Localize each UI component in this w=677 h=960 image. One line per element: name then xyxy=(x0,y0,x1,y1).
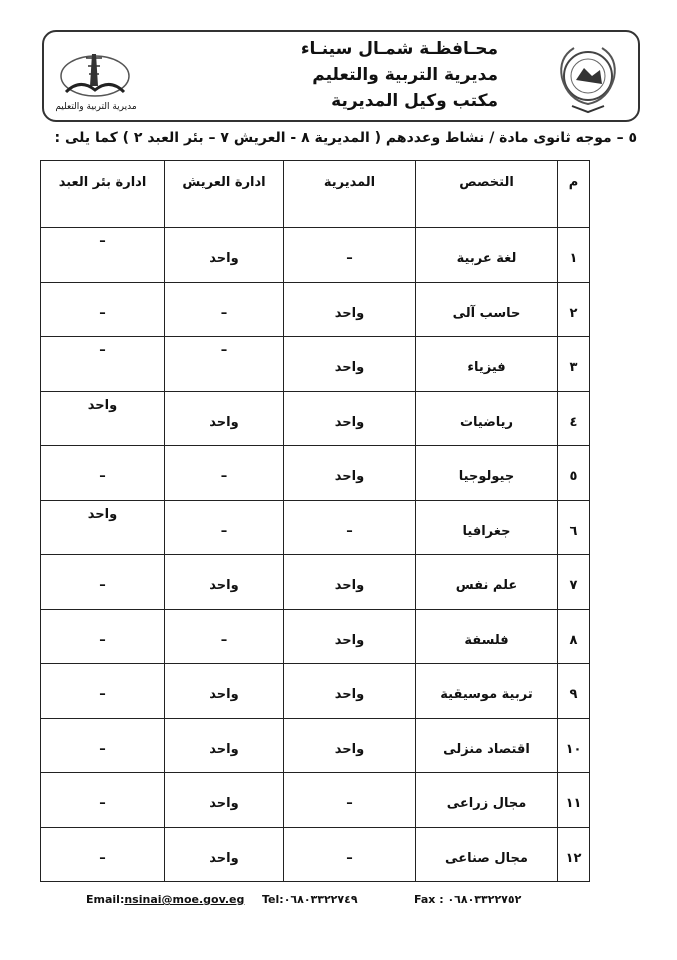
row-bir-count: – xyxy=(41,827,165,882)
row-index: ٥ xyxy=(558,446,590,501)
row-directorate-count: – xyxy=(284,228,416,283)
row-arish-count: واحد xyxy=(165,773,284,828)
row-bir-count: – xyxy=(41,664,165,719)
row-arish-count: – xyxy=(165,282,284,337)
row-index: ٧ xyxy=(558,555,590,610)
row-index: ١ xyxy=(558,228,590,283)
row-arish-count: واحد xyxy=(165,391,284,446)
email-link[interactable]: nsinai@moe.gov.eg xyxy=(124,893,245,906)
row-index: ٣ xyxy=(558,337,590,392)
row-bir-count: واحد xyxy=(41,500,165,555)
row-index: ١٢ xyxy=(558,827,590,882)
row-specialty: مجال صناعى xyxy=(416,827,558,882)
row-bir-count: – xyxy=(41,718,165,773)
col-header-arish: ادارة العريش xyxy=(165,161,284,228)
row-arish-count: – xyxy=(165,337,284,392)
table-row xyxy=(41,446,590,501)
table-header-row xyxy=(41,161,590,228)
row-arish-count: واحد xyxy=(165,827,284,882)
directorate-title: مديرية التربية والتعليم xyxy=(312,65,498,85)
table-row xyxy=(41,228,590,283)
row-directorate-count: واحد xyxy=(284,391,416,446)
office-title: مكتب وكيل المديرية xyxy=(331,91,498,111)
letterhead xyxy=(42,30,640,122)
row-arish-count: واحد xyxy=(165,228,284,283)
col-header-specialty: التخصص xyxy=(416,161,558,228)
row-arish-count: – xyxy=(165,609,284,664)
table-row xyxy=(41,337,590,392)
row-directorate-count: واحد xyxy=(284,282,416,337)
row-specialty: رياضيات xyxy=(416,391,558,446)
row-specialty: لغة عربية xyxy=(416,228,558,283)
row-arish-count: واحد xyxy=(165,555,284,610)
row-bir-count: – xyxy=(41,446,165,501)
logo-caption: مديرية التربية والتعليم xyxy=(55,102,137,112)
row-bir-count: واحد xyxy=(41,391,165,446)
table-row xyxy=(41,500,590,555)
table-row xyxy=(41,282,590,337)
row-index: ٨ xyxy=(558,609,590,664)
governorate-emblem-icon xyxy=(548,38,628,118)
table-row xyxy=(41,609,590,664)
table-row xyxy=(41,664,590,719)
email-label: Email: xyxy=(86,893,125,906)
intro-text: ٥ – موجه ثانوى مادة / نشاط وعددهم ( المديرية ٨ - العريش ٧ – بئر العبد ٢ ) كما يلى : xyxy=(54,130,637,146)
footer-fax: Fax : ٠٦٨٠٣٣٢٢٧٥٢ xyxy=(414,893,522,906)
col-header-bir-alabd: ادارة بئر العبد xyxy=(41,161,165,228)
row-bir-count: – xyxy=(41,337,165,392)
row-directorate-count: – xyxy=(284,773,416,828)
row-specialty: مجال زراعى xyxy=(416,773,558,828)
table-row xyxy=(41,718,590,773)
col-header-directorate: المديرية xyxy=(284,161,416,228)
row-directorate-count: واحد xyxy=(284,555,416,610)
supervisors-table xyxy=(40,160,590,882)
row-directorate-count: واحد xyxy=(284,664,416,719)
table-row xyxy=(41,773,590,828)
table-row xyxy=(41,827,590,882)
row-specialty: فلسفة xyxy=(416,609,558,664)
row-bir-count: – xyxy=(41,773,165,828)
row-bir-count: – xyxy=(41,282,165,337)
row-specialty: حاسب آلى xyxy=(416,282,558,337)
row-arish-count: – xyxy=(165,500,284,555)
row-index: ٤ xyxy=(558,391,590,446)
row-directorate-count: واحد xyxy=(284,609,416,664)
row-arish-count: واحد xyxy=(165,664,284,719)
row-specialty: اقتصاد منزلى xyxy=(416,718,558,773)
row-bir-count: – xyxy=(41,228,165,283)
governorate-title: محـافظـة شمـال سينـاء xyxy=(300,39,498,59)
row-specialty: جيولوجيا xyxy=(416,446,558,501)
row-specialty: فيزياء xyxy=(416,337,558,392)
row-specialty: تربية موسيقية xyxy=(416,664,558,719)
col-header-index: م xyxy=(558,161,590,228)
row-index: ٩ xyxy=(558,664,590,719)
table-row xyxy=(41,391,590,446)
row-directorate-count: – xyxy=(284,500,416,555)
footer-email xyxy=(86,893,244,906)
row-arish-count: – xyxy=(165,446,284,501)
row-index: ١٠ xyxy=(558,718,590,773)
row-index: ٦ xyxy=(558,500,590,555)
row-directorate-count: واحد xyxy=(284,718,416,773)
row-index: ٢ xyxy=(558,282,590,337)
row-directorate-count: – xyxy=(284,827,416,882)
row-bir-count: – xyxy=(41,555,165,610)
row-directorate-count: واحد xyxy=(284,446,416,501)
row-arish-count: واحد xyxy=(165,718,284,773)
row-specialty: جغرافيا xyxy=(416,500,558,555)
footer-tel: Tel:٠٦٨٠٣٣٢٢٧٤٩ xyxy=(262,893,358,906)
table-row xyxy=(41,555,590,610)
row-specialty: علم نفس xyxy=(416,555,558,610)
row-index: ١١ xyxy=(558,773,590,828)
row-directorate-count: واحد xyxy=(284,337,416,392)
row-bir-count: – xyxy=(41,609,165,664)
